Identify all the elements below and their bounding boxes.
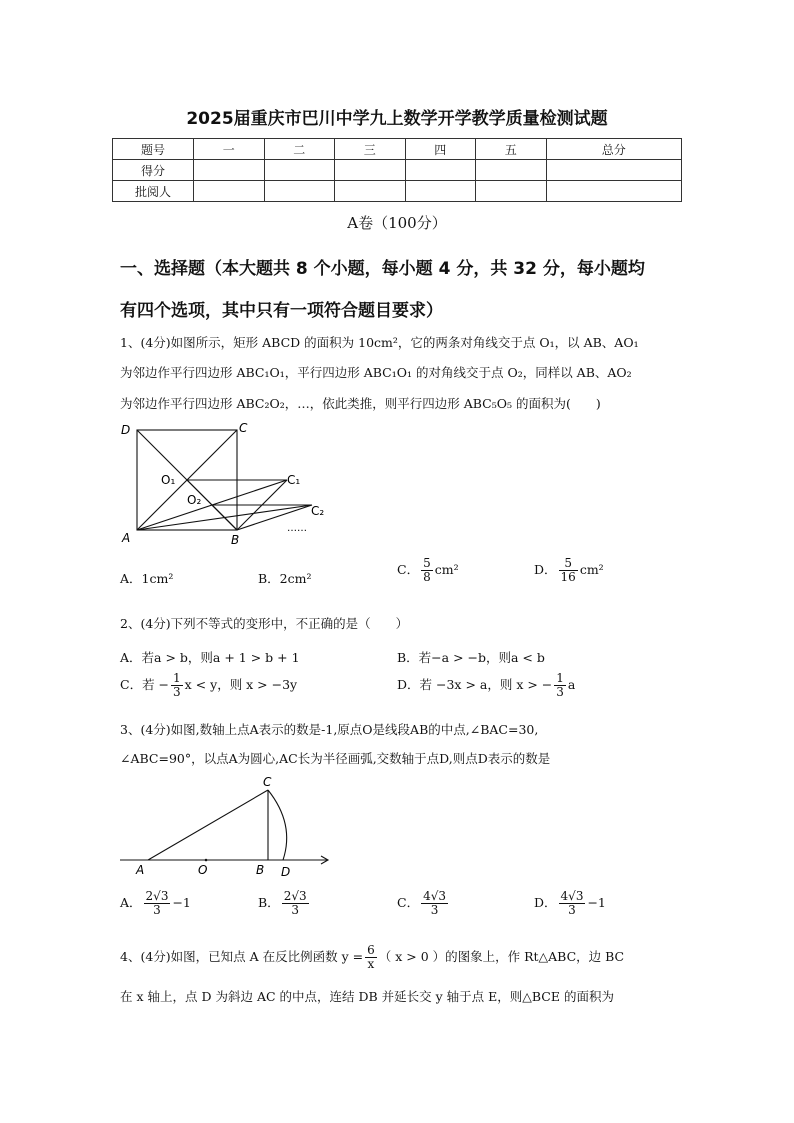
table-header-cell: 题号 xyxy=(113,139,194,160)
option-text-pre: C．若 − xyxy=(120,677,170,692)
numerator: 1 xyxy=(556,671,564,685)
option-text-post: −1 xyxy=(587,895,606,910)
label-a: A xyxy=(136,863,145,877)
option-text-post: x < y，则 x > −3y xyxy=(184,677,298,692)
numerator: 6 xyxy=(367,943,375,957)
label-o1: O₁ xyxy=(161,473,176,487)
table-cell[interactable] xyxy=(264,181,335,202)
numerator: 1 xyxy=(173,671,181,685)
label-c: C xyxy=(239,421,248,435)
table-cell[interactable] xyxy=(335,181,406,202)
table-cell[interactable] xyxy=(476,160,547,181)
label-c1: C₁ xyxy=(287,473,301,487)
section-1-heading-line2: 有四个选项，其中只有一项符合题目要求） xyxy=(120,301,443,321)
denominator: 3 xyxy=(153,903,161,917)
q1-option-b[interactable]: B．2cm² xyxy=(258,571,312,586)
fraction xyxy=(365,944,377,971)
q3-line2: ∠ABC=90°，以点A为圆心,AC长为半径画弧,交数轴于点D,则点D表示的数是 xyxy=(120,751,551,766)
arc-cd xyxy=(268,790,287,860)
q1-option-c[interactable] xyxy=(397,557,459,584)
fraction xyxy=(144,890,171,917)
q3-option-a[interactable] xyxy=(120,890,191,917)
label-dots: …… xyxy=(287,523,307,534)
q1-option-a[interactable]: A．1cm² xyxy=(120,571,174,586)
table-header-cell: 一 xyxy=(194,139,265,160)
score-table xyxy=(112,138,682,202)
page-title: 2025届重庆市巴川中学九上数学开学教学质量检测试题 xyxy=(186,109,608,129)
table-row xyxy=(113,160,682,181)
label-b: B xyxy=(231,533,240,547)
table-header-cell: 总分 xyxy=(546,139,682,160)
table-cell[interactable] xyxy=(194,181,265,202)
denominator: 8 xyxy=(423,570,431,584)
unit: cm² xyxy=(579,562,604,577)
option-text-post: a xyxy=(567,677,576,692)
table-cell[interactable] xyxy=(264,160,335,181)
fraction xyxy=(282,890,309,917)
section-a-heading: A卷（100分） xyxy=(347,214,447,232)
section-1-heading-line1: 一、选择题（本大题共 8 个小题，每小题 4 分，共 32 分，每小题均 xyxy=(120,259,645,279)
option-label: D． xyxy=(534,895,557,910)
table-row xyxy=(113,139,682,160)
q3-option-c[interactable] xyxy=(397,890,450,917)
numerator: 5 xyxy=(559,557,578,571)
row-label: 得分 xyxy=(113,160,194,181)
q1-option-d[interactable] xyxy=(534,557,604,584)
segment-ac xyxy=(148,790,268,860)
denominator: 3 xyxy=(291,903,299,917)
q2-option-a[interactable]: A．若a > b，则a + 1 > b + 1 xyxy=(120,650,300,665)
option-label: A． xyxy=(120,895,142,910)
q4-text-post: （ x > 0 ）的图象上，作 Rt△ABC，边 BC xyxy=(378,949,625,964)
table-cell[interactable] xyxy=(546,181,682,202)
numerator: 2√3 xyxy=(145,889,169,903)
numerator: 4√3 xyxy=(423,889,446,903)
q4-line2: 在 x 轴上，点 D 为斜边 AC 的中点，连结 DB 并延长交 y 轴于点 E，则△BCE 的面积为 xyxy=(120,989,614,1004)
fraction xyxy=(554,672,566,699)
fraction xyxy=(559,557,578,584)
fraction xyxy=(421,890,448,917)
table-row xyxy=(113,181,682,202)
table-cell[interactable] xyxy=(335,160,406,181)
q3-option-d[interactable] xyxy=(534,890,606,917)
q4-line1 xyxy=(120,944,680,971)
table-cell[interactable] xyxy=(405,160,476,181)
table-header-cell: 三 xyxy=(335,139,406,160)
fraction xyxy=(171,672,183,699)
q4-text-pre: 4、(4分)如图，已知点 A 在反比例函数 y = xyxy=(120,949,364,964)
denominator: 3 xyxy=(556,685,564,699)
table-header-cell: 五 xyxy=(476,139,547,160)
q1-line1: 1、(4分)如图所示，矩形 ABCD 的面积为 10cm²，它的两条对角线交于点 O₁，以 AB、AO₁ xyxy=(120,335,639,350)
table-cell[interactable] xyxy=(546,160,682,181)
label-c2: C₂ xyxy=(311,504,325,518)
denominator: 3 xyxy=(430,903,439,917)
option-label: C． xyxy=(397,895,420,910)
denominator: 16 xyxy=(560,570,576,584)
option-label: C． xyxy=(397,562,420,577)
q2-option-d[interactable] xyxy=(397,672,575,699)
unit: cm² xyxy=(434,562,459,577)
q1-line3: 为邻边作平行四边形 ABC₂O₂，…，依此类推，则平行四边形 ABC₅O₅ 的面积为( ) xyxy=(120,396,601,411)
table-cell[interactable] xyxy=(405,181,476,202)
table-cell[interactable] xyxy=(476,181,547,202)
table-header-cell: 二 xyxy=(264,139,335,160)
denominator: 3 xyxy=(173,685,181,699)
label-d: D xyxy=(281,865,291,879)
label-a: A xyxy=(122,531,131,545)
numerator: 4√3 xyxy=(560,889,584,903)
label-d: D xyxy=(121,423,131,437)
option-text-pre: D．若 −3x > a，则 x > − xyxy=(397,677,553,692)
q1-figure xyxy=(115,418,345,550)
table-header-cell: 四 xyxy=(405,139,476,160)
option-text-post: −1 xyxy=(172,895,191,910)
line-o2-b xyxy=(212,505,237,530)
q2-option-c[interactable] xyxy=(120,672,297,699)
q3-line1: 3、(4分)如图,数轴上点A表示的数是-1,原点O是线段AB的中点,∠BAC=30, xyxy=(120,722,539,737)
label-o2: O₂ xyxy=(187,493,202,507)
table-cell[interactable] xyxy=(194,160,265,181)
numerator: 2√3 xyxy=(283,889,307,903)
q1-line2: 为邻边作平行四边形 ABC₁O₁，平行四边形 ABC₁O₁ 的对角线交于点 O₂，同样以 AB、AO₂ xyxy=(120,365,632,380)
q2-stem: 2、(4分)下列不等式的变形中，不正确的是（ ） xyxy=(120,616,409,631)
label-o: O xyxy=(198,863,208,877)
denominator: x xyxy=(367,957,375,971)
row-label: 批阅人 xyxy=(113,181,194,202)
label-c: C xyxy=(263,775,272,789)
denominator: 3 xyxy=(568,903,576,917)
option-label: B． xyxy=(258,895,280,910)
numerator: 5 xyxy=(423,556,431,570)
fraction xyxy=(559,890,586,917)
fraction xyxy=(421,557,433,584)
q3-figure xyxy=(115,772,340,880)
q2-option-b[interactable]: B．若−a > −b，则a < b xyxy=(397,650,545,665)
point-o xyxy=(205,859,208,862)
q3-option-b[interactable] xyxy=(258,890,311,917)
option-label: D． xyxy=(534,562,557,577)
label-b: B xyxy=(256,863,265,877)
